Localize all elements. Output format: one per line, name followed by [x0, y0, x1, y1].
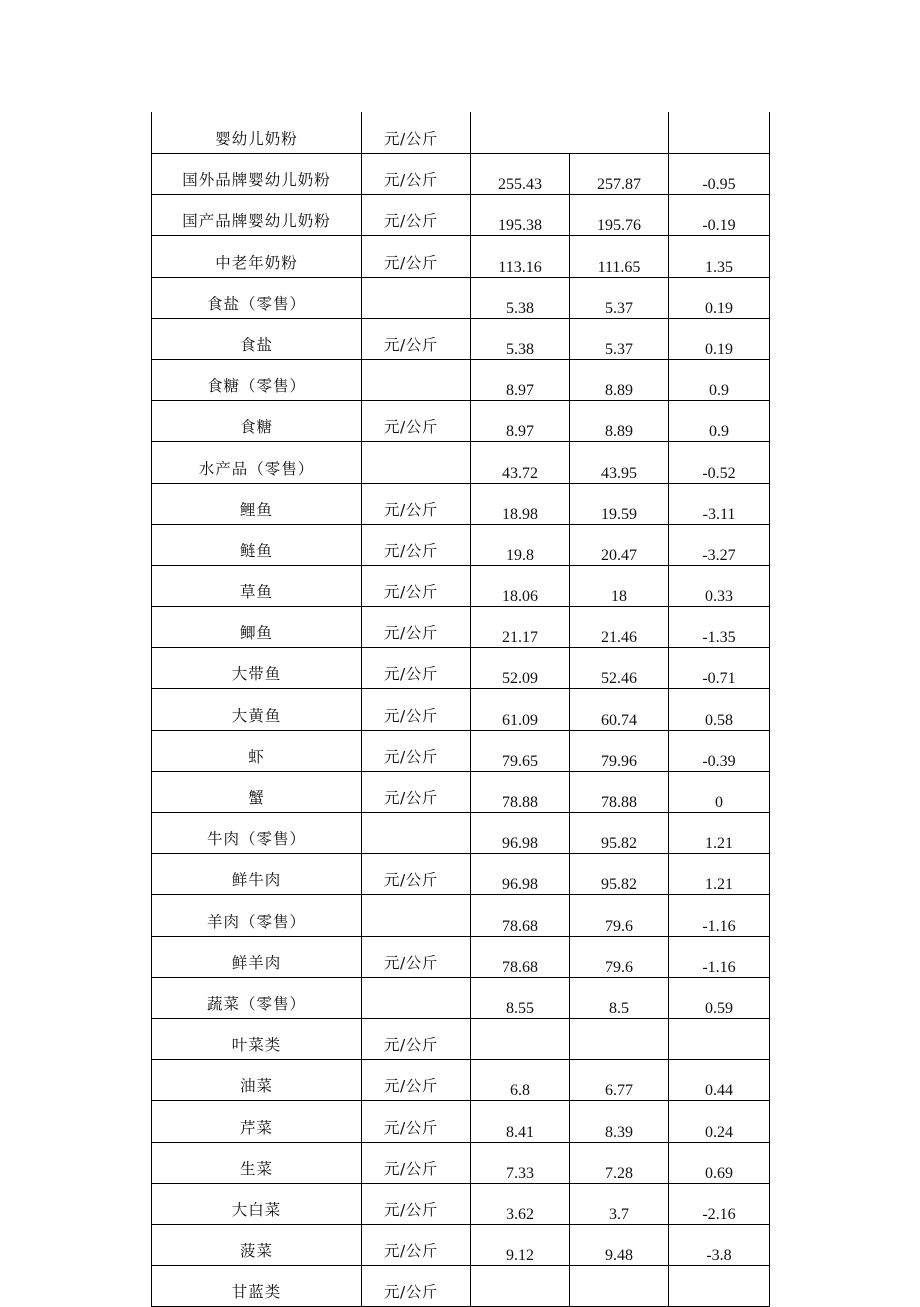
- value-text: 8.89: [605, 423, 633, 441]
- item-name-cell: 国产品牌婴幼儿奶粉: [152, 195, 362, 236]
- value-text: 18.06: [502, 588, 538, 606]
- value-cell-previous: [570, 154, 669, 195]
- value-cell-previous: [570, 195, 669, 236]
- value-text: 78.68: [502, 917, 538, 935]
- table-row: [152, 401, 770, 442]
- item-name-cell: 大黄鱼: [152, 689, 362, 730]
- value-text: 8.41: [506, 1123, 534, 1141]
- value-cell-change: [669, 1224, 770, 1265]
- item-name-cell: 鲜牛肉: [152, 854, 362, 895]
- unit-cell: 元/公斤: [362, 1224, 471, 1265]
- value-text: 5.38: [506, 299, 534, 317]
- value-cell-change: [669, 565, 770, 606]
- value-cell-change: [669, 1060, 770, 1101]
- value-text: 0.24: [705, 1123, 733, 1141]
- value-text: -0.39: [702, 752, 736, 770]
- value-text: 8.97: [506, 423, 534, 441]
- value-text: -0.95: [702, 176, 736, 194]
- value-cell-current: [471, 524, 570, 565]
- value-text: 96.98: [502, 835, 538, 853]
- value-text: 8.55: [506, 999, 534, 1017]
- item-name-cell: 蟹: [152, 771, 362, 812]
- value-cell-current: [471, 854, 570, 895]
- item-name-cell: 食糖（零售）: [152, 359, 362, 400]
- unit-cell: 元/公斤: [362, 1101, 471, 1142]
- value-text: -3.27: [702, 546, 736, 564]
- value-text: 5.37: [605, 299, 633, 317]
- unit-cell: 元/公斤: [362, 1183, 471, 1224]
- table-row: [152, 154, 770, 195]
- value-text: 79.6: [605, 917, 633, 935]
- value-cell-change: [669, 813, 770, 854]
- value-text: 1.35: [705, 258, 733, 276]
- unit-cell: 元/公斤: [362, 154, 471, 195]
- value-cell-previous: [570, 1018, 669, 1059]
- value-cell-change: [669, 648, 770, 689]
- table-row: [152, 1018, 770, 1059]
- value-text: 95.82: [601, 835, 637, 853]
- value-cell-previous: [570, 771, 669, 812]
- item-name-cell: 菠菜: [152, 1224, 362, 1265]
- value-cell-change: [669, 689, 770, 730]
- item-name-cell: 叶菜类: [152, 1018, 362, 1059]
- table-row: [152, 771, 770, 812]
- unit-cell: 元/公斤: [362, 483, 471, 524]
- value-cell-current: [471, 1142, 570, 1183]
- value-cell-previous: [570, 813, 669, 854]
- value-text: 9.12: [506, 1247, 534, 1265]
- value-cell-previous: [570, 524, 669, 565]
- unit-cell: [362, 359, 471, 400]
- value-text: 7.28: [605, 1164, 633, 1182]
- unit-cell: 元/公斤: [362, 648, 471, 689]
- value-text: 113.16: [498, 258, 542, 276]
- value-cell-previous: [570, 483, 669, 524]
- value-text: -1.16: [702, 917, 736, 935]
- value-cell-previous: [570, 977, 669, 1018]
- unit-cell: [362, 895, 471, 936]
- unit-cell: 元/公斤: [362, 1142, 471, 1183]
- value-text: 255.43: [498, 176, 542, 194]
- value-text: 79.6: [605, 958, 633, 976]
- item-name-cell: 食糖: [152, 401, 362, 442]
- table-row: [152, 442, 770, 483]
- value-cell-previous: [570, 936, 669, 977]
- value-cell-current: [471, 442, 570, 483]
- value-text: 52.46: [601, 670, 637, 688]
- unit-cell: 元/公斤: [362, 524, 471, 565]
- value-cell-current: [471, 1183, 570, 1224]
- value-cell-change: [669, 318, 770, 359]
- value-cell-current: [471, 936, 570, 977]
- unit-cell: [362, 277, 471, 318]
- value-text: 19.8: [506, 546, 534, 564]
- unit-cell: 元/公斤: [362, 318, 471, 359]
- value-cell-current: [471, 277, 570, 318]
- item-name-cell: 生菜: [152, 1142, 362, 1183]
- table-body: [152, 112, 770, 1307]
- item-name-cell: 婴幼儿奶粉: [152, 112, 362, 154]
- unit-cell: 元/公斤: [362, 112, 471, 154]
- value-cell-current: [471, 318, 570, 359]
- value-cell-change: [669, 730, 770, 771]
- table-row: [152, 1183, 770, 1224]
- value-text: 5.37: [605, 340, 633, 358]
- table-row: [152, 236, 770, 277]
- value-cell-previous: [570, 689, 669, 730]
- value-cell-previous: [570, 1060, 669, 1101]
- item-name-cell: 芹菜: [152, 1101, 362, 1142]
- table-row: [152, 483, 770, 524]
- table-row: [152, 1101, 770, 1142]
- value-cell-previous: [570, 401, 669, 442]
- value-text: 3.7: [609, 1205, 629, 1223]
- table-row: [152, 895, 770, 936]
- item-name-cell: 国外品牌婴幼儿奶粉: [152, 154, 362, 195]
- value-cell-current: [471, 771, 570, 812]
- value-cell-previous: [570, 112, 669, 154]
- value-text: -3.11: [702, 505, 736, 523]
- value-text: -3.8: [706, 1247, 732, 1265]
- value-text: 0.59: [705, 999, 733, 1017]
- item-name-cell: 羊肉（零售）: [152, 895, 362, 936]
- value-cell-previous: [570, 318, 669, 359]
- value-cell-current: [471, 977, 570, 1018]
- item-name-cell: 食盐: [152, 318, 362, 359]
- value-cell-current: [471, 1018, 570, 1059]
- value-text: 1.21: [705, 876, 733, 894]
- value-text: 5.38: [506, 340, 534, 358]
- value-text: 8.97: [506, 382, 534, 400]
- price-table: [151, 112, 770, 1307]
- value-cell-current: [471, 236, 570, 277]
- value-cell-current: [471, 112, 570, 154]
- unit-cell: 元/公斤: [362, 854, 471, 895]
- value-text: 111.65: [597, 258, 641, 276]
- value-cell-previous: [570, 442, 669, 483]
- item-name-cell: 食盐（零售）: [152, 277, 362, 318]
- value-cell-change: [669, 1101, 770, 1142]
- unit-cell: 元/公斤: [362, 607, 471, 648]
- item-name-cell: 大白菜: [152, 1183, 362, 1224]
- table-row: [152, 936, 770, 977]
- table-row: [152, 607, 770, 648]
- value-text: 0.19: [705, 299, 733, 317]
- value-text: 8.5: [609, 999, 629, 1017]
- value-text: 21.46: [601, 629, 637, 647]
- value-text: 52.09: [502, 670, 538, 688]
- value-text: 8.39: [605, 1123, 633, 1141]
- value-text: 78.68: [502, 958, 538, 976]
- value-text: 79.65: [502, 752, 538, 770]
- value-text: 0.9: [709, 382, 729, 400]
- item-name-cell: 牛肉（零售）: [152, 813, 362, 854]
- value-text: 78.88: [601, 794, 637, 811]
- value-cell-previous: [570, 854, 669, 895]
- table-row: [152, 648, 770, 689]
- value-text: 96.98: [502, 876, 538, 894]
- value-cell-current: [471, 1224, 570, 1265]
- item-name-cell: 鲢鱼: [152, 524, 362, 565]
- value-text: 18.98: [502, 505, 538, 523]
- value-cell-change: [669, 771, 770, 812]
- value-cell-change: [669, 401, 770, 442]
- unit-cell: 元/公斤: [362, 1060, 471, 1101]
- value-cell-previous: [570, 359, 669, 400]
- table-row: [152, 1224, 770, 1265]
- value-text: 1.21: [705, 835, 733, 853]
- value-cell-change: [669, 895, 770, 936]
- table-row: [152, 689, 770, 730]
- value-cell-current: [471, 401, 570, 442]
- value-text: 6.8: [510, 1082, 530, 1100]
- item-name-cell: 油菜: [152, 1060, 362, 1101]
- value-cell-current: [471, 895, 570, 936]
- unit-cell: 元/公斤: [362, 1266, 471, 1307]
- table-row: [152, 1142, 770, 1183]
- value-text: 7.33: [506, 1164, 534, 1182]
- value-cell-current: [471, 689, 570, 730]
- unit-cell: [362, 442, 471, 483]
- item-name-cell: 水产品（零售）: [152, 442, 362, 483]
- value-text: 0.69: [705, 1164, 733, 1182]
- table-row: [152, 318, 770, 359]
- value-cell-current: [471, 648, 570, 689]
- value-text: 60.74: [601, 711, 637, 729]
- value-cell-previous: [570, 895, 669, 936]
- value-text: 9.48: [605, 1247, 633, 1265]
- table-row: [152, 977, 770, 1018]
- value-cell-previous: [570, 1224, 669, 1265]
- value-cell-change: [669, 195, 770, 236]
- item-name-cell: 蔬菜（零售）: [152, 977, 362, 1018]
- unit-cell: [362, 813, 471, 854]
- value-cell-change: [669, 1183, 770, 1224]
- value-cell-current: [471, 607, 570, 648]
- value-cell-change: [669, 977, 770, 1018]
- unit-cell: 元/公斤: [362, 936, 471, 977]
- value-text: 6.77: [605, 1082, 633, 1100]
- value-text: 20.47: [601, 546, 637, 564]
- value-cell-change: [669, 483, 770, 524]
- value-cell-previous: [570, 565, 669, 606]
- value-text: 18: [611, 588, 627, 606]
- value-cell-change: [669, 607, 770, 648]
- value-cell-current: [471, 565, 570, 606]
- value-text: 0.9: [709, 423, 729, 441]
- value-text: 79.96: [601, 752, 637, 770]
- value-cell-change: [669, 154, 770, 195]
- unit-cell: 元/公斤: [362, 236, 471, 277]
- table-row: [152, 524, 770, 565]
- value-text: 8.89: [605, 382, 633, 400]
- item-name-cell: 甘蓝类: [152, 1266, 362, 1307]
- value-text: 19.59: [601, 505, 637, 523]
- value-text: 0.19: [705, 340, 733, 358]
- value-cell-change: [669, 442, 770, 483]
- value-cell-previous: [570, 607, 669, 648]
- value-text: 43.72: [502, 464, 538, 482]
- value-cell-change: [669, 1018, 770, 1059]
- table-row: [152, 195, 770, 236]
- table-row: [152, 730, 770, 771]
- value-cell-change: [669, 112, 770, 154]
- value-cell-previous: [570, 648, 669, 689]
- value-text: -0.52: [702, 464, 736, 482]
- value-cell-change: [669, 359, 770, 400]
- unit-cell: 元/公斤: [362, 195, 471, 236]
- table-row: [152, 277, 770, 318]
- value-text: 95.82: [601, 876, 637, 894]
- value-cell-change: [669, 854, 770, 895]
- table-row: [152, 565, 770, 606]
- value-cell-current: [471, 483, 570, 524]
- unit-cell: 元/公斤: [362, 565, 471, 606]
- item-name-cell: 鲤鱼: [152, 483, 362, 524]
- value-text: -1.16: [702, 958, 736, 976]
- value-text: -0.71: [702, 670, 736, 688]
- unit-cell: 元/公斤: [362, 1018, 471, 1059]
- value-text: 78.88: [502, 794, 538, 811]
- value-cell-current: [471, 730, 570, 771]
- value-cell-change: [669, 1142, 770, 1183]
- table-row: [152, 1060, 770, 1101]
- value-text: 257.87: [597, 176, 641, 194]
- item-name-cell: 虾: [152, 730, 362, 771]
- value-text: 0: [715, 794, 723, 811]
- value-text: 43.95: [601, 464, 637, 482]
- value-cell-change: [669, 277, 770, 318]
- value-text: 0.44: [705, 1082, 733, 1100]
- value-text: 0.58: [705, 711, 733, 729]
- table-row: [152, 359, 770, 400]
- unit-cell: 元/公斤: [362, 401, 471, 442]
- item-name-cell: 鲜羊肉: [152, 936, 362, 977]
- value-cell-previous: [570, 236, 669, 277]
- unit-cell: 元/公斤: [362, 730, 471, 771]
- value-text: -1.35: [702, 629, 736, 647]
- item-name-cell: 中老年奶粉: [152, 236, 362, 277]
- value-cell-current: [471, 195, 570, 236]
- value-text: 61.09: [502, 711, 538, 729]
- item-name-cell: 大带鱼: [152, 648, 362, 689]
- value-cell-change: [669, 936, 770, 977]
- value-text: 21.17: [502, 629, 538, 647]
- value-text: 195.38: [498, 217, 542, 235]
- value-cell-current: [471, 1060, 570, 1101]
- value-cell-previous: [570, 730, 669, 771]
- value-cell-current: [471, 1101, 570, 1142]
- value-cell-previous: [570, 277, 669, 318]
- value-cell-previous: [570, 1142, 669, 1183]
- value-cell-change: [669, 236, 770, 277]
- unit-cell: 元/公斤: [362, 689, 471, 730]
- item-name-cell: 草鱼: [152, 565, 362, 606]
- table-row: [152, 813, 770, 854]
- unit-cell: [362, 977, 471, 1018]
- value-text: 0.33: [705, 588, 733, 606]
- value-text: -0.19: [702, 217, 736, 235]
- value-cell-change: [669, 524, 770, 565]
- value-text: 195.76: [597, 217, 641, 235]
- value-cell-current: [471, 154, 570, 195]
- value-cell-previous: [570, 1101, 669, 1142]
- table-row: [152, 854, 770, 895]
- value-text: 3.62: [506, 1205, 534, 1223]
- value-cell-current: [471, 813, 570, 854]
- value-text: -2.16: [702, 1205, 736, 1223]
- item-name-cell: 鲫鱼: [152, 607, 362, 648]
- value-cell-previous: [570, 1183, 669, 1224]
- value-cell-current: [471, 359, 570, 400]
- unit-cell: 元/公斤: [362, 771, 471, 812]
- table-row: [152, 112, 770, 154]
